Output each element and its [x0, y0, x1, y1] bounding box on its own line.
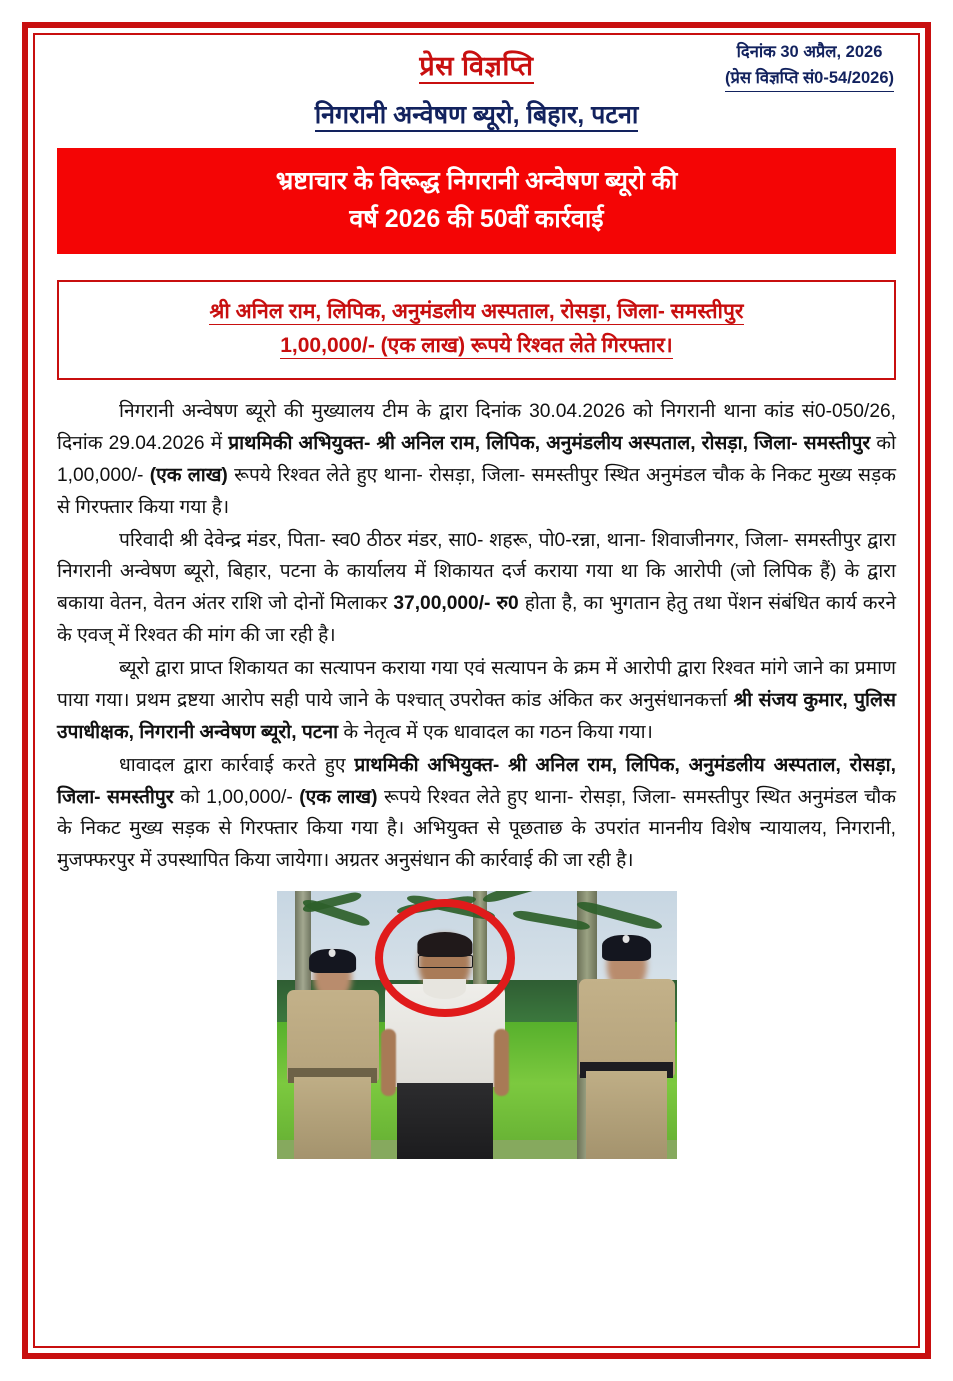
p3-seg3: के नेतृत्व में एक धावादल का गठन किया गया।	[338, 721, 653, 743]
police-officer-left	[287, 953, 379, 1159]
p4-accused-bold: प्राथमिकी अभियुक्त- श्री अनिल राम, लिपिक, अनुमंडलीय अस्पताल, रोसड़ा, जिला- समस्तीपुर	[57, 754, 896, 808]
paragraph-4	[57, 750, 896, 878]
document-header	[57, 40, 896, 140]
headline-line-2-text: 1,00,000/- (एक लाख) रूपये रिश्वत लेते गिरफ्तार।	[280, 334, 673, 358]
banner-line-1: भ्रष्टाचार के विरूद्ध निगरानी अन्वेषण ब्यूरो की	[275, 167, 678, 195]
p1-amount-words-bold: (एक लाख)	[149, 464, 228, 486]
arrest-photo	[277, 891, 677, 1159]
photo-section	[57, 891, 896, 1159]
officer-right-uniform-trouser	[586, 1071, 667, 1159]
headline-line-1	[73, 295, 880, 329]
p1-seg1: निगरानी अन्वेषण ब्यूरो की मुख्यालय टीम के द्वारा दिनांक 30.04.2026 को निगरानी थाना कांड सं0-050/26, दिनांक 29.04.2026 में	[57, 401, 896, 454]
headline-line-2	[73, 329, 880, 363]
reference-number: (प्रेस विज्ञप्ति सं0-54/2026)	[725, 66, 894, 93]
accused-trouser	[397, 1083, 493, 1160]
officer-right-uniform-shirt	[579, 979, 675, 1076]
case-headline-box	[57, 280, 896, 380]
police-officer-right	[579, 939, 675, 1159]
organization-name	[57, 97, 896, 131]
banner-line-2: वर्ष 2026 की 50वीं कार्रवाई	[349, 205, 604, 233]
police-cap-icon	[602, 935, 652, 961]
p1-seg5: रूपये रिश्वत लेते हुए थाना- रोसड़ा, जिला- समस्तीपुर स्थित अनुमंडल चौक के निकट मुख्य सड़क से गिरफ्तार किया गया है।	[57, 464, 897, 518]
press-release-sheet	[45, 40, 908, 1341]
paragraph-3	[57, 653, 896, 749]
p3-seg1: ब्यूरो द्वारा प्राप्त शिकायत का सत्यापन कराया गया एवं सत्यापन के क्रम में आरोपी द्वारा रिश्वत मांगे जाने का प्रमाण पाया गया। प्रथम द्रष्टया आरोप सही पाये जाने के पश्चात् उपरोक्त कांड अंकित कर अनुसंधानकर्त्ता	[57, 658, 896, 711]
accused-left-arm	[381, 1029, 396, 1097]
p1-accused-bold: प्राथमिकी अभियुक्त- श्री अनिल राम, लिपिक, अनुमंडलीय अस्पताल, रोसड़ा, जिला- समस्तीपुर	[228, 432, 871, 454]
press-release-body	[57, 396, 896, 877]
p4-amount-words-bold: (एक लाख)	[299, 786, 378, 808]
headline-line-1-text: श्री अनिल राम, लिपिक, अनुमंडलीय अस्पताल, रोसड़ा, जिला- समस्तीपुर	[209, 300, 744, 323]
accused-right-arm	[494, 1029, 509, 1097]
p4-seg3: को 1,00,000/-	[173, 786, 300, 808]
police-cap-icon	[309, 949, 357, 974]
p1-seg3: को 1,00,000/-	[57, 432, 896, 486]
campaign-banner	[57, 148, 896, 254]
cap-badge-icon	[623, 935, 630, 943]
p2-seg1: परिवादी श्री देवेन्द्र मंडर, पिता- स्व0 ठीठर मंडर, सा0- शहरू, पो0-रन्ना, थाना- शिवाजीनगर, जिला- समस्तीपुर द्वारा निगरानी अन्वेषण ब्यूरो, बिहार, पटना के कार्यालय में शिकायत दर्ज कराया गया था कि आरोपी (जो लिपिक हैं) के द्वारा बकाया वेतन, वेतन अंतर राशि जो दोनों मिलाकर	[57, 529, 896, 615]
document-meta	[725, 40, 894, 92]
officer-left-uniform-trouser	[294, 1077, 371, 1160]
press-release-title-text: प्रेस विज्ञप्ति	[419, 51, 533, 84]
organization-name-text: निगरानी अन्वेषण ब्यूरो, बिहार, पटना	[315, 101, 639, 132]
p2-dues-amount-bold: 37,00,000/- रु0	[393, 593, 519, 615]
officer-left-uniform-shirt	[287, 990, 379, 1081]
paragraph-2	[57, 525, 896, 653]
cap-badge-icon	[329, 949, 336, 957]
issue-date: दिनांक 30 अप्रैल, 2026	[736, 43, 883, 61]
p3-investigator-bold: श्री संजय कुमार, पुलिस उपाधीक्षक, निगरानी अन्वेषण ब्यूरो, पटना	[57, 689, 896, 743]
p4-seg1: धावादल द्वारा कार्रवाई करते हुए	[119, 754, 355, 776]
p2-seg3: होता है, का भुगतान हेतु तथा पेंशन संबंधित कार्य करने के एवज् में रिश्वत की मांग की जा रही है।	[57, 593, 896, 647]
highlight-circle-accused	[375, 899, 515, 1017]
p4-seg5: रूपये रिश्वत लेते हुए थाना- रोसड़ा, जिला- समस्तीपुर स्थित अनुमंडल चौक के निकट मुख्य सड़क से गिरफ्तार किया गया है। अभियुक्त से पूछताछ के उपरांत माननीय विशेष न्यायालय, निगरानी, मुजफ्फरपुर में उपस्थापित किया जायेगा। अग्रतर अनुसंधान की कार्रवाई की जा रही है।	[57, 786, 897, 872]
paragraph-1	[57, 396, 896, 524]
